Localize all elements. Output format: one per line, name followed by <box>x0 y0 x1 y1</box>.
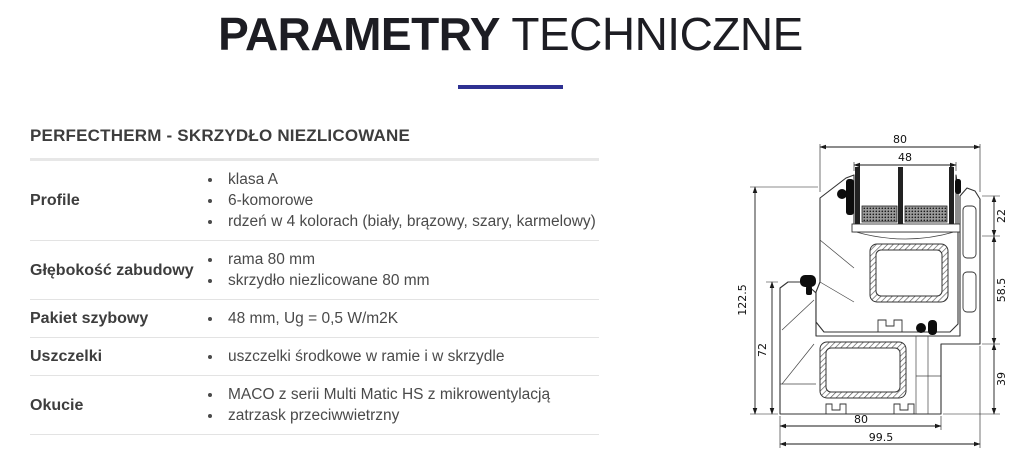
dim-right-middle: 58.5 <box>995 277 1008 303</box>
accent-divider <box>458 85 563 89</box>
dim-bottom-frame: 80 <box>854 413 868 426</box>
spec-label: Profile <box>30 192 80 209</box>
dim-left-frame: 72 <box>756 343 769 357</box>
spec-item: • skrzydło niezlicowane 80 mm <box>223 270 430 291</box>
section-heading: PERFECTHERM - SKRZYDŁO NIEZLICOWANE <box>30 126 599 161</box>
spec-row-profile <box>30 161 599 241</box>
spec-items <box>205 169 596 232</box>
dim-right-bottom: 39 <box>995 372 1008 386</box>
frame-gasket-left <box>800 275 816 287</box>
spec-table <box>30 126 599 435</box>
spec-row-uszczelki <box>30 338 599 376</box>
glass-clip <box>837 189 847 199</box>
spec-item: • MACO z serii Multi Matic HS z mikrowentylacją <box>223 384 550 405</box>
page-title <box>0 8 1021 61</box>
spec-item: • zatrzask przeciwwietrzny <box>223 405 550 426</box>
profile-cross-section-drawing <box>728 132 1020 472</box>
glazing-unit <box>855 167 954 224</box>
dim-top-width: 80 <box>893 133 907 146</box>
spec-label: Okucie <box>30 396 84 414</box>
spacer-bar <box>862 206 897 222</box>
spacer-bar <box>905 206 947 222</box>
spec-items <box>205 308 398 329</box>
spec-row-glebokosc <box>30 241 599 300</box>
spec-item: • 48 mm, Ug = 0,5 W/m2K <box>223 308 398 329</box>
spec-label: Głębokość zabudowy <box>30 261 194 279</box>
page-header <box>0 0 1021 89</box>
spec-items <box>205 249 430 291</box>
dim-glazing-width: 48 <box>898 151 912 164</box>
spec-label: Uszczelki <box>30 348 103 365</box>
page-title-regular: TECHNICZNE <box>511 8 803 60</box>
spec-row-okucie <box>30 376 599 435</box>
dim-right-top: 22 <box>995 209 1008 223</box>
spec-item: • 6-komorowe <box>223 190 596 211</box>
dim-left-total: 122.5 <box>736 284 749 316</box>
frame-gasket-left-lip <box>806 286 812 295</box>
spec-items <box>205 346 505 367</box>
spec-item: • uszczelki środkowe w ramie i w skrzydle <box>223 346 505 367</box>
spec-item: • klasa A <box>223 169 596 190</box>
cross-section-svg <box>728 132 1020 472</box>
glass-gasket <box>846 179 854 215</box>
gasket-right-top <box>955 179 961 194</box>
center-gasket-2 <box>928 320 937 335</box>
spec-item: • rdzeń w 4 kolorach (biały, brązowy, szary, karmelowy) <box>223 211 596 232</box>
dim-bottom-total: 99.5 <box>868 431 894 444</box>
spec-row-pakiet <box>30 300 599 338</box>
page-title-bold: PARAMETRY <box>218 8 500 60</box>
spec-item: • rama 80 mm <box>223 249 430 270</box>
sash-profile <box>816 175 960 332</box>
spec-label: Pakiet szybowy <box>30 310 149 327</box>
center-gasket <box>916 323 926 333</box>
spec-items <box>205 384 550 426</box>
